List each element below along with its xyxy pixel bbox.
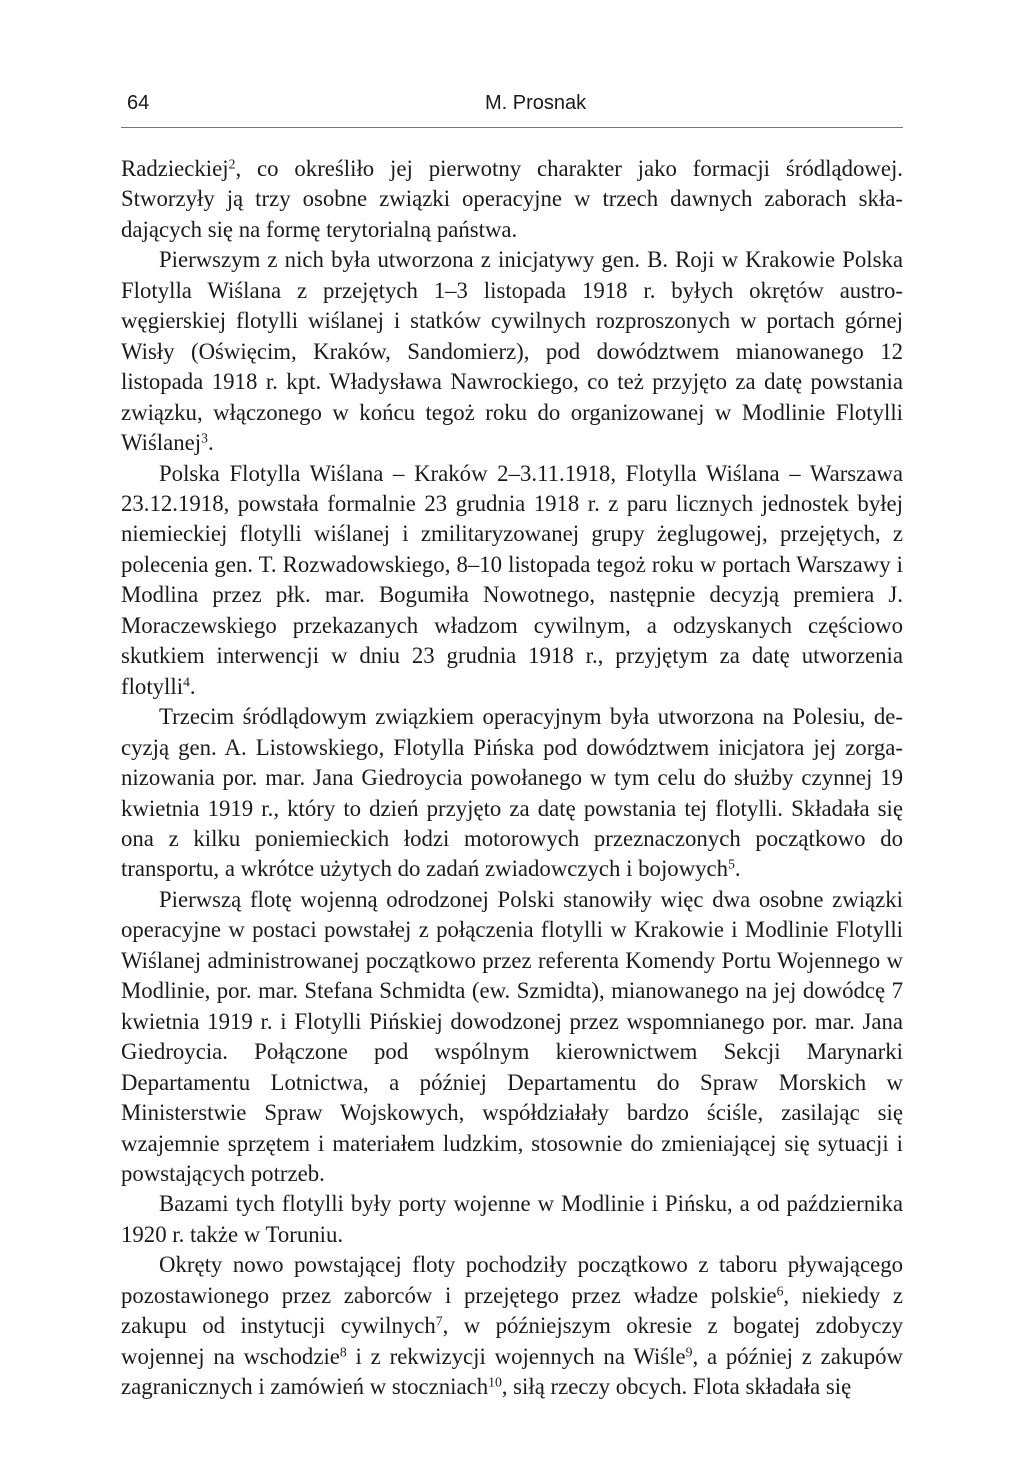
header-divider (121, 127, 903, 128)
text-run: Trzecim śródlądowym związkiem operacyjnym była utworzona na Polesiu, decyzją gen. A. Listowskiego, Flotylla Pińska pod dowództwem inicjatora jej zorganizowania por. mar. Jana Giedroycia powołanego w tym celu do służby czynnej 19 kwietnia 1919 r., który to dzień przyjęto za datę powstania tej flotylli. Składała się ona z kilku poniemieckich łodzi motorowych przeznaczonych początkowo do transportu, a wkrótce użytych do zadań zwiadowczych i bojowych (121, 704, 903, 882)
text-run: Radzieckiej (121, 156, 229, 181)
footnote-reference: 2 (228, 156, 236, 172)
page-number: 64 (127, 92, 150, 114)
text-run: , a później z zakupów zagranicznych i zamówień w stoczniach (121, 1343, 903, 1400)
text-run: Pierwszą flotę wojenną odrodzonej Polski stanowiły więc dwa osobne związki operacyjne w postaci powstałej z połączenia flotylli w Krakowie i Modlinie Flotylli Wiślanej administrowanej początkowo przez referenta Komendy Portu Wojennego w Modlinie, por. mar. Stefana Schmidta (ew. Szmidta), mianowanego na jej dowódcę 7 kwietnia 1919 r. i Flotylli Pińskiej dowodzonej przez wspomnianego por. mar. Jana Giedroycia. Połączone pod wspólnym kierownictwem Sekcji Marynarki Departamentu Lotnictwa, a później Departamentu do Spraw Morskich w Ministerstwie Spraw Wojskowych, współdziałały bardzo ściśle, zasilając się wzajemnie sprzętem i materiałem ludzkim, stosownie do zmieniającej się sytuacji i powstających potrzeb. (121, 886, 903, 1186)
footnote-reference: 4 (183, 674, 190, 690)
text-run: , siłą rzeczy obcych. Flota składała się (501, 1374, 852, 1400)
text-run: , niekiedy z zakupu od instytucji cywilnych (121, 1282, 903, 1339)
text-run: . (189, 673, 196, 699)
footnote-reference: 10 (488, 1374, 502, 1390)
text-run: Pierwszym z nich była utworzona z inicjatywy gen. B. Roji w Krakowie Polska Flotylla Wiślana z przejętych 1–3 listopada 1918 r. byłych okrętów austro-węgierskiej flotylli wiślanej i statków cywilnych rozproszonych w portach górnej Wisły (Oświęcim, Kraków, Sandomierz), pod dowództwem mianowanego 12 listopada 1918 r. kpt. Władysława Nawrockiego, co też przyjęto za datę powstania związku, włączonego w końcu tegoż roku do organizowanej w Modlinie Flotylli Wiślanej (121, 247, 903, 456)
text-run: . (207, 430, 214, 456)
paragraph (121, 702, 903, 885)
footnote-reference: 5 (728, 856, 735, 872)
footnote-reference: 6 (776, 1283, 784, 1299)
footnote-reference: 7 (435, 1313, 443, 1329)
running-title-author: M. Prosnak (485, 92, 587, 114)
body-text (121, 154, 903, 1403)
paragraph (121, 154, 903, 245)
paragraph (121, 1250, 903, 1402)
document-page (121, 88, 903, 1400)
paragraph (121, 885, 903, 1190)
text-run: Bazami tych flotylli były porty wojenne w Modlinie i Pińsku, a od października 1920 r. także w Toruniu. (121, 1191, 903, 1247)
paragraph (121, 459, 903, 703)
paragraph (121, 245, 903, 458)
paragraph (121, 1189, 903, 1250)
text-run: Polska Flotylla Wiślana – Kraków 2–3.11.1918, Flotylla Wiślana – Warszawa 23.12.1918, powstała formalnie 23 grudnia 1918 r. z paru licznych jednostek byłej niemieckiej flotylli wiślanej i zmilitaryzowanej grupy żeglugowej, przejętych, z polecenia gen. T. Rozwadowskiego, 8–10 listopada tegoż roku w portach Warszawy i Modlina przez płk. mar. Bogumiła Nowotnego, następnie decyzją premiera J. Moraczewskiego przekazanych władzom cywilnym, a odzyskanych częściowo skutkiem interwencji w dniu 23 grudnia 1918 r., przyjętym za datę utworzenia flotylli (121, 460, 903, 699)
footnote-reference: 3 (201, 430, 208, 446)
footnote-reference: 8 (339, 1344, 347, 1360)
text-run: Okręty nowo powstającej floty pochodziły początkowo z taboru pływającego pozostawionego przez zaborców i przejętego przez władze polskie (121, 1252, 903, 1308)
text-run: , w późniejszym okresie z bogatej zdobyczy wojennej na wschodzie (121, 1313, 903, 1369)
running-header (121, 88, 903, 120)
text-run: . (734, 856, 741, 882)
footnote-reference: 9 (685, 1344, 693, 1360)
text-run: i z rekwizycji wojennych na Wiśle (346, 1343, 686, 1369)
text-run: , co określiło jej pierwotny charakter jako formacji śródlądowej. Stworzyły ją trzy osobne związki operacyjne w trzech dawnych zaborach składających się na formę terytorialną państwa. (121, 156, 903, 242)
